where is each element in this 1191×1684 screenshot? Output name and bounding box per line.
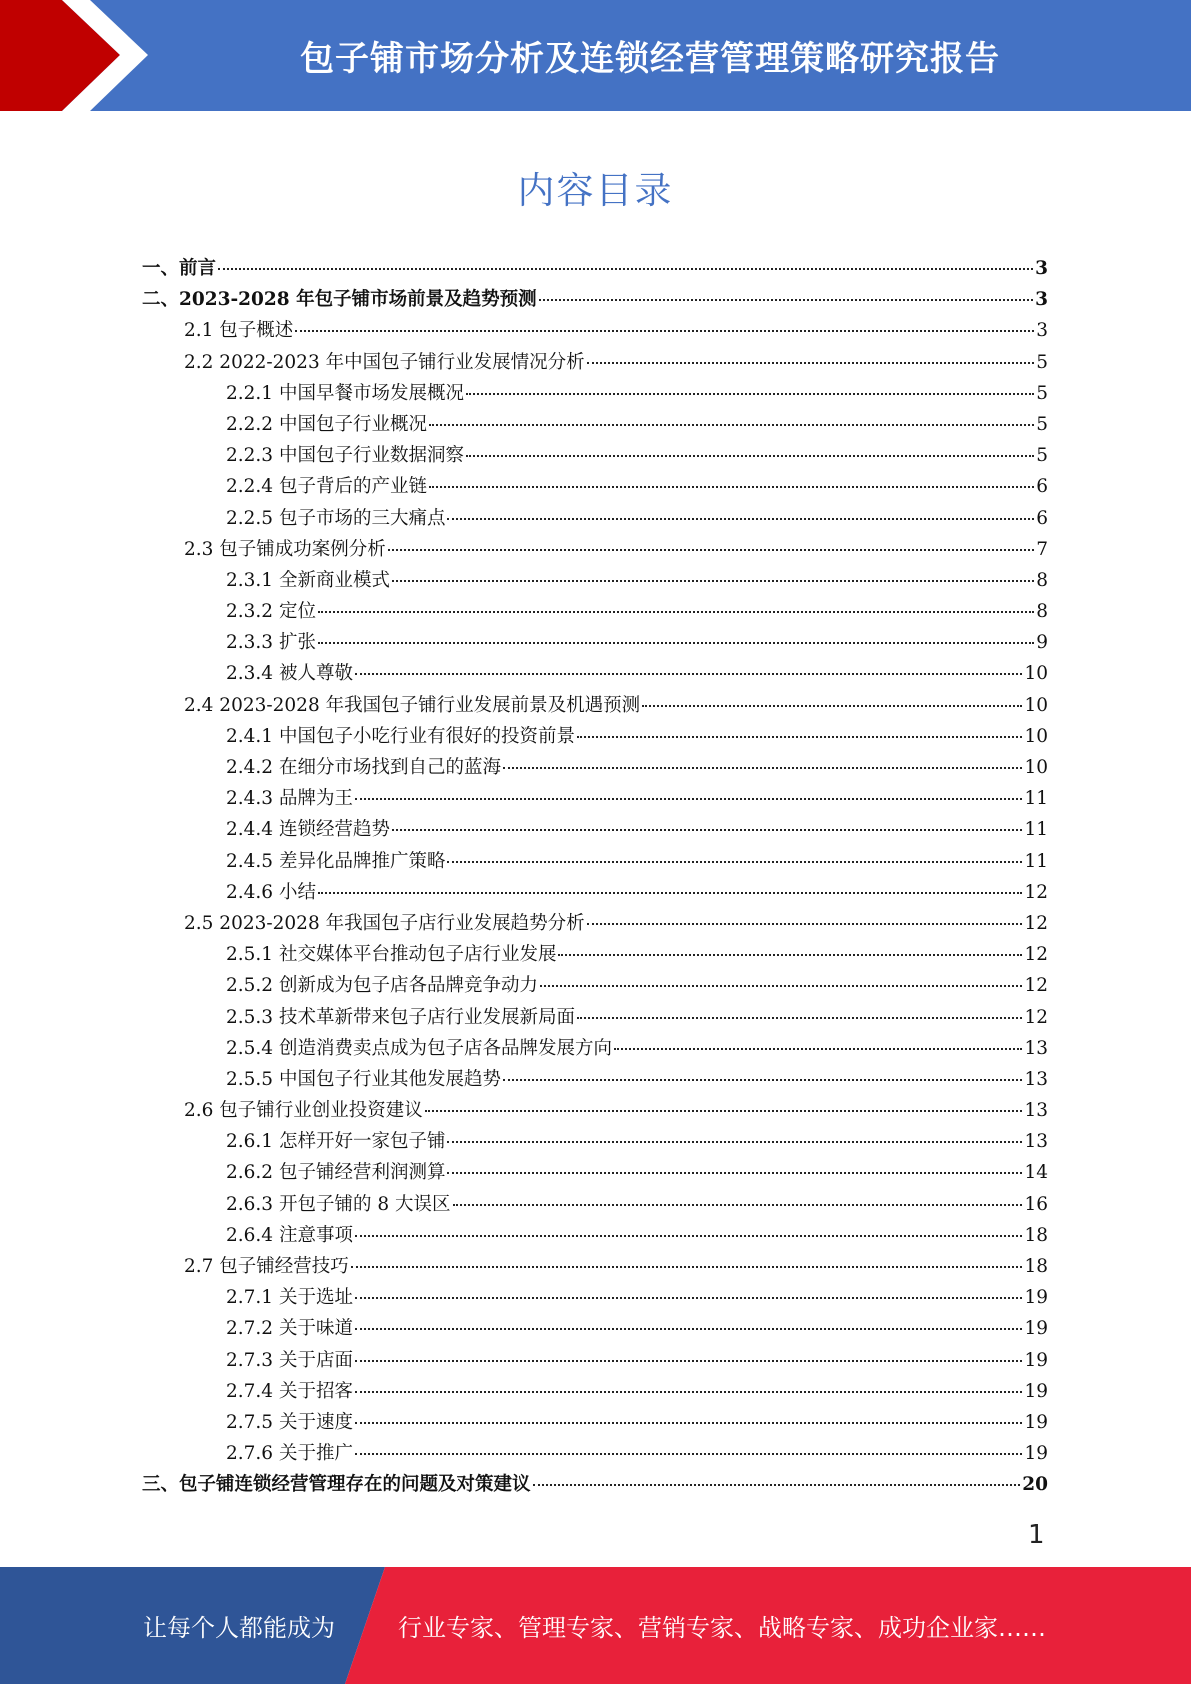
toc-entry[interactable] <box>142 1314 1048 1345</box>
toc-entry-page: 5 <box>1036 445 1048 467</box>
toc-entry[interactable] <box>142 566 1048 597</box>
toc-entry-page: 10 <box>1024 694 1048 716</box>
toc-entry-label: 2.7.2 关于味道 <box>226 1318 353 1340</box>
toc-dot-leader <box>318 892 1023 894</box>
toc-entry[interactable] <box>142 1190 1048 1221</box>
toc-entry-page: 5 <box>1036 413 1048 435</box>
toc-entry[interactable] <box>142 1283 1048 1314</box>
toc-entry[interactable] <box>142 1439 1048 1470</box>
toc-entry-label: 2.6 包子铺行业创业投资建议 <box>184 1100 423 1122</box>
toc-entry-page: 19 <box>1024 1287 1048 1309</box>
toc-entry[interactable] <box>142 597 1048 628</box>
toc-entry-label: 2.3.3 扩张 <box>226 632 316 654</box>
toc-dot-leader <box>466 455 1034 457</box>
toc-dot-leader <box>392 829 1022 831</box>
toc-entry[interactable] <box>142 753 1048 784</box>
toc-entry-page: 9 <box>1036 632 1048 654</box>
toc-dot-leader <box>642 705 1022 707</box>
toc-entry-label: 2.7 包子铺经营技巧 <box>184 1256 349 1277</box>
toc-dot-leader <box>355 1235 1023 1237</box>
toc-dot-leader <box>539 299 1034 301</box>
toc-entry-label: 2.6.2 包子铺经营利润测算 <box>226 1162 446 1184</box>
footer-slogan-right: 行业专家、管理专家、营销专家、战略专家、成功企业家…… <box>398 1614 1046 1642</box>
toc-entry-label: 2.7.4 关于招客 <box>226 1380 353 1402</box>
toc-entry-label: 一、前言 <box>142 258 217 279</box>
toc-entry-label: 2.5.5 中国包子行业其他发展趋势 <box>226 1068 501 1090</box>
toc-dot-leader <box>447 518 1034 520</box>
toc-entry-page: 11 <box>1024 850 1048 872</box>
report-title: 包子铺市场分析及连锁经营管理策略研究报告 <box>300 39 1000 79</box>
toc-dot-leader <box>425 1110 1023 1112</box>
toc-dot-leader <box>429 486 1034 488</box>
toc-entry-page: 12 <box>1024 1006 1048 1028</box>
toc-entry-label: 2.4.6 小结 <box>226 881 316 903</box>
toc-entry-page: 18 <box>1024 1256 1048 1277</box>
toc-dot-leader <box>355 1328 1023 1330</box>
toc-dot-leader <box>503 767 1022 769</box>
toc-entry[interactable] <box>142 1346 1048 1377</box>
toc-dot-leader <box>355 1391 1023 1393</box>
toc-dot-leader <box>587 362 1035 364</box>
toc-dot-leader <box>447 1172 1022 1174</box>
toc-dot-leader <box>355 673 1023 675</box>
toc-dot-leader <box>355 1422 1023 1424</box>
toc-dot-leader <box>355 1453 1023 1455</box>
toc-entry-label: 2.4.4 连锁经营趋势 <box>226 819 390 841</box>
toc-entry-label: 二、2023-2028 年包子铺市场前景及趋势预测 <box>142 289 537 311</box>
toc-entry-page: 8 <box>1036 569 1048 591</box>
toc-dot-leader <box>355 1297 1023 1299</box>
toc-dot-leader <box>429 424 1034 426</box>
toc-dot-leader <box>392 580 1034 582</box>
toc-entry[interactable] <box>142 1408 1048 1439</box>
toc-dot-leader <box>218 268 1033 270</box>
toc-entry[interactable] <box>142 285 1048 316</box>
toc-dot-leader <box>318 642 1034 644</box>
toc-entry-page: 8 <box>1036 601 1048 623</box>
toc-entry-label: 2.4.1 中国包子小吃行业有很好的投资前景 <box>226 725 575 747</box>
toc-entry[interactable] <box>142 1377 1048 1408</box>
toc-entry-page: 16 <box>1024 1193 1048 1215</box>
toc-entry-label: 2.6.1 怎样开好一家包子铺 <box>226 1131 446 1153</box>
toc-dot-leader <box>447 861 1022 863</box>
toc-entry[interactable] <box>142 878 1048 909</box>
toc-entry-page: 12 <box>1024 975 1048 997</box>
toc-entry[interactable] <box>142 940 1048 971</box>
table-of-contents <box>142 254 1048 1502</box>
toc-entry-page: 19 <box>1024 1380 1048 1402</box>
toc-entry-page: 11 <box>1024 788 1048 810</box>
toc-entry-label: 2.7.1 关于选址 <box>226 1287 353 1309</box>
toc-entry-label: 2.6.4 注意事项 <box>226 1224 353 1246</box>
toc-entry[interactable] <box>142 784 1048 815</box>
toc-entry-page: 7 <box>1036 538 1048 560</box>
toc-entry[interactable] <box>142 815 1048 846</box>
toc-dot-leader <box>447 1141 1022 1143</box>
toc-dot-leader <box>351 1266 1023 1268</box>
toc-entry-page: 14 <box>1024 1162 1048 1184</box>
toc-entry-page: 10 <box>1024 757 1048 778</box>
toc-entry[interactable] <box>142 659 1048 690</box>
toc-entry[interactable] <box>142 1221 1048 1252</box>
toc-entry[interactable] <box>142 1096 1048 1127</box>
toc-entry[interactable] <box>142 1470 1048 1501</box>
toc-entry-label: 2.5.3 技术革新带来包子店行业发展新局面 <box>226 1006 575 1028</box>
toc-entry-page: 20 <box>1022 1474 1048 1496</box>
toc-entry[interactable] <box>142 1034 1048 1065</box>
toc-entry-page: 11 <box>1024 819 1048 841</box>
toc-dot-leader <box>577 736 1022 738</box>
toc-entry-label: 2.3.1 全新商业模式 <box>226 569 390 591</box>
toc-entry[interactable] <box>142 1127 1048 1158</box>
toc-entry-label: 2.2 2022-2023 年中国包子铺行业发展情况分析 <box>184 351 585 373</box>
toc-entry-label: 2.6.3 开包子铺的 8 大误区 <box>226 1193 451 1215</box>
toc-entry-label: 2.2.1 中国早餐市场发展概况 <box>226 382 464 404</box>
toc-entry[interactable] <box>142 504 1048 535</box>
toc-entry-label: 2.4 2023-2028 年我国包子铺行业发展前景及机遇预测 <box>184 694 641 716</box>
toc-dot-leader <box>558 954 1022 956</box>
toc-entry-page: 19 <box>1024 1318 1048 1340</box>
toc-dot-leader <box>355 1360 1023 1362</box>
toc-entry-label: 2.5.4 创造消费卖点成为包子店各品牌发展方向 <box>226 1037 612 1059</box>
toc-entry-page: 19 <box>1024 1349 1048 1371</box>
toc-entry[interactable] <box>142 691 1048 722</box>
toc-entry[interactable] <box>142 1252 1048 1283</box>
toc-entry-label: 2.3 包子铺成功案例分析 <box>184 538 386 560</box>
toc-dot-leader <box>614 1048 1022 1050</box>
footer-banner <box>0 1567 1191 1684</box>
toc-entry-label: 2.3.4 被人尊敬 <box>226 663 353 685</box>
toc-dot-leader <box>453 1204 1023 1206</box>
toc-entry-label: 2.4.5 差异化品牌推广策略 <box>226 850 446 872</box>
toc-entry-page: 12 <box>1024 944 1048 966</box>
toc-entry-label: 2.7.6 关于推广 <box>226 1443 353 1465</box>
toc-heading: 内容目录 <box>517 169 674 212</box>
toc-entry[interactable] <box>142 254 1048 285</box>
toc-entry[interactable] <box>142 535 1048 566</box>
toc-dot-leader <box>466 393 1034 395</box>
toc-entry-page: 10 <box>1024 725 1048 747</box>
toc-entry-page: 13 <box>1024 1068 1048 1090</box>
toc-entry-label: 2.7.3 关于店面 <box>226 1349 353 1371</box>
toc-entry[interactable] <box>142 1158 1048 1189</box>
toc-entry-page: 12 <box>1024 912 1048 934</box>
toc-dot-leader <box>587 923 1023 925</box>
toc-entry-page: 3 <box>1035 258 1048 279</box>
toc-entry-page: 13 <box>1024 1100 1048 1122</box>
toc-entry[interactable] <box>142 971 1048 1002</box>
toc-entry-page: 13 <box>1024 1131 1048 1153</box>
toc-entry-label: 2.4.3 品牌为王 <box>226 788 353 810</box>
toc-entry-page: 3 <box>1035 289 1048 311</box>
toc-entry-page: 6 <box>1036 507 1048 529</box>
toc-entry[interactable] <box>142 1065 1048 1096</box>
toc-entry[interactable] <box>142 909 1048 940</box>
toc-dot-leader <box>503 1079 1022 1081</box>
toc-entry-page: 5 <box>1036 351 1048 373</box>
toc-entry-label: 2.7.5 关于速度 <box>226 1411 353 1433</box>
toc-dot-leader <box>540 985 1022 987</box>
toc-entry-label: 三、包子铺连锁经营管理存在的问题及对策建议 <box>142 1474 531 1496</box>
toc-entry[interactable] <box>142 847 1048 878</box>
toc-entry-label: 2.5.2 创新成为包子店各品牌竞争动力 <box>226 975 538 997</box>
toc-entry[interactable] <box>142 722 1048 753</box>
toc-entry[interactable] <box>142 441 1048 472</box>
toc-entry[interactable] <box>142 410 1048 441</box>
toc-entry-label: 2.4.2 在细分市场找到自己的蓝海 <box>226 757 501 778</box>
toc-entry-page: 19 <box>1024 1443 1048 1465</box>
toc-entry-page: 3 <box>1036 320 1048 342</box>
toc-entry[interactable] <box>142 316 1048 347</box>
toc-entry-page: 5 <box>1036 382 1048 404</box>
toc-entry-label: 2.2.2 中国包子行业概况 <box>226 413 427 435</box>
toc-entry-label: 2.2.3 中国包子行业数据洞察 <box>226 445 464 467</box>
footer-slogan-left: 让每个人都能成为 <box>143 1614 335 1642</box>
toc-entry-page: 12 <box>1024 881 1048 903</box>
toc-entry-page: 19 <box>1024 1411 1048 1433</box>
toc-entry-page: 10 <box>1024 663 1048 685</box>
toc-entry-label: 2.3.2 定位 <box>226 601 316 623</box>
toc-entry[interactable] <box>142 1003 1048 1034</box>
toc-entry-label: 2.1 包子概述 <box>184 320 294 342</box>
toc-dot-leader <box>388 549 1034 551</box>
toc-dot-leader <box>533 1484 1021 1486</box>
toc-dot-leader <box>318 611 1034 613</box>
toc-entry-label: 2.5.1 社交媒体平台推动包子店行业发展 <box>226 944 557 966</box>
toc-entry[interactable] <box>142 472 1048 503</box>
toc-entry-label: 2.5 2023-2028 年我国包子店行业发展趋势分析 <box>184 912 585 934</box>
toc-entry[interactable] <box>142 379 1048 410</box>
toc-entry[interactable] <box>142 628 1048 659</box>
toc-entry-page: 18 <box>1024 1224 1048 1246</box>
page-number: 1 <box>1028 1520 1045 1550</box>
toc-dot-leader <box>295 330 1034 332</box>
toc-dot-leader <box>355 798 1023 800</box>
toc-entry-label: 2.2.5 包子市场的三大痛点 <box>226 507 446 529</box>
toc-entry-page: 6 <box>1036 476 1048 498</box>
toc-entry[interactable] <box>142 348 1048 379</box>
header-banner <box>0 0 1191 111</box>
toc-entry-label: 2.2.4 包子背后的产业链 <box>226 476 427 498</box>
toc-dot-leader <box>577 1017 1022 1019</box>
toc-entry-page: 13 <box>1024 1037 1048 1059</box>
